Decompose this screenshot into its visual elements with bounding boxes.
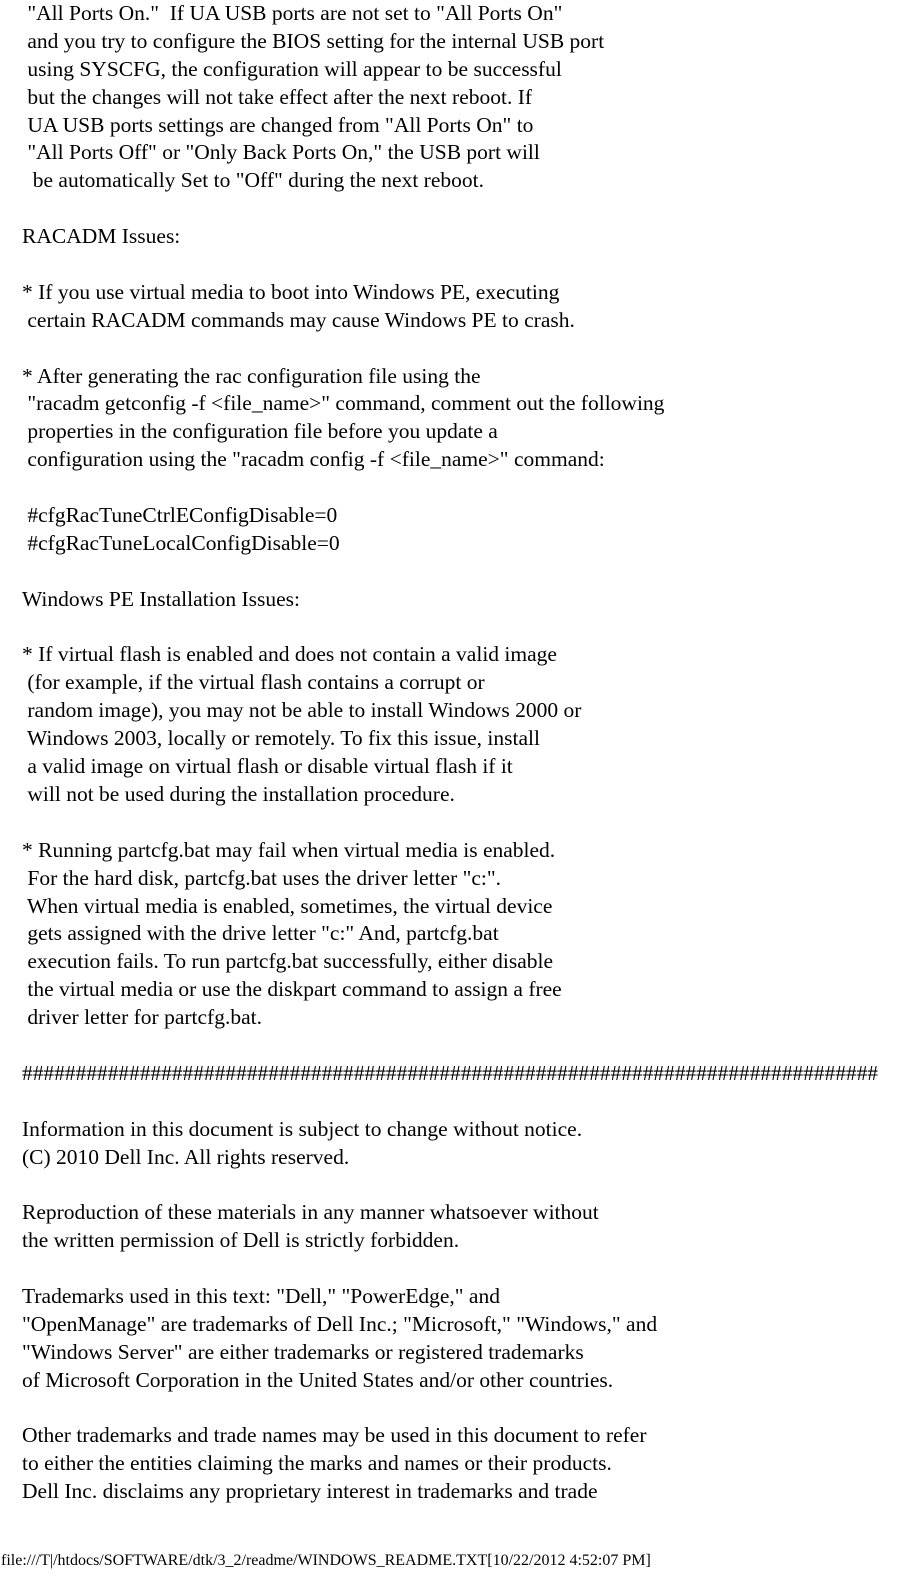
text-line: driver letter for partcfg.bat.: [22, 1005, 262, 1030]
text-line: "OpenManage" are trademarks of Dell Inc.; "Microsoft," "Windows," and: [22, 1311, 658, 1336]
text-line: the written permission of Dell is strictly forbidden.: [22, 1228, 460, 1253]
text-line: #cfgRacTuneLocalConfigDisable=0: [22, 530, 340, 555]
blank-line: [22, 1088, 897, 1116]
text-line: (C) 2010 Dell Inc. All rights reserved.: [22, 1144, 350, 1169]
text-line: to either the entities claiming the marks and names or their products.: [22, 1451, 612, 1476]
text-line: When virtual media is enabled, sometimes, the virtual device: [22, 893, 553, 918]
text-line: (for example, if the virtual flash contains a corrupt or: [22, 670, 485, 695]
text-line: the virtual media or use the diskpart command to assign a free: [22, 977, 562, 1002]
text-line: configuration using the "racadm config -f <file_name>" command:: [22, 447, 605, 472]
text-line: using SYSCFG, the configuration will appear to be successful: [22, 56, 562, 81]
text-line: certain RACADM commands may cause Windows PE to crash.: [22, 307, 575, 332]
text-line: Reproduction of these materials in any manner whatsoever without: [22, 1200, 599, 1225]
text-line: be automatically Set to "Off" during the next reboot.: [22, 168, 484, 193]
text-line: Trademarks used in this text: "Dell," "PowerEdge," and: [22, 1283, 500, 1308]
blank-line: [22, 1395, 897, 1423]
text-line: Other trademarks and trade names may be used in this document to refer: [22, 1423, 647, 1448]
text-line: Information in this document is subject to change without notice.: [22, 1116, 583, 1141]
blank-line: [22, 195, 897, 223]
text-line: "All Ports Off" or "Only Back Ports On," the USB port will: [22, 140, 540, 165]
text-line: "racadm getconfig -f <file_name>" command, comment out the following: [22, 391, 665, 416]
blank-line: [22, 809, 897, 837]
text-line: but the changes will not take effect after the next reboot. If: [22, 84, 533, 109]
blank-line: [22, 474, 897, 502]
text-line: properties in the configuration file before you update a: [22, 419, 498, 444]
blank-line: [22, 251, 897, 279]
text-line: Windows 2003, locally or remotely. To fix this issue, install: [22, 726, 540, 751]
blank-line: [22, 335, 897, 363]
text-line: UA USB ports settings are changed from "All Ports On" to: [22, 112, 534, 137]
blank-line: [22, 1171, 897, 1199]
readme-text-body: [22, 0, 897, 1506]
text-line: #cfgRacTuneCtrlEConfigDisable=0: [22, 503, 338, 528]
text-line: random image), you may not be able to install Windows 2000 or: [22, 698, 582, 723]
section-heading: Windows PE Installation Issues:: [22, 586, 301, 611]
text-line: * Running partcfg.bat may fail when virtual media is enabled.: [22, 837, 556, 862]
text-line: For the hard disk, partcfg.bat uses the driver letter "c:".: [22, 865, 502, 890]
text-line: * If virtual flash is enabled and does not contain a valid image: [22, 642, 557, 667]
text-line: of Microsoft Corporation in the United States and/or other countries.: [22, 1367, 614, 1392]
text-line: and you try to configure the BIOS setting for the internal USB port: [22, 28, 605, 53]
print-footer-url: file:///T|/htdocs/SOFTWARE/dtk/3_2/readme/WINDOWS_README.TXT[10/22/2012 4:52:07 PM]: [1, 1552, 651, 1569]
text-line: will not be used during the installation procedure.: [22, 781, 455, 806]
blank-line: [22, 558, 897, 586]
text-line: * If you use virtual media to boot into Windows PE, executing: [22, 279, 560, 304]
text-line: "All Ports On." If UA USB ports are not set to "All Ports On": [22, 1, 563, 25]
blank-line: [22, 1255, 897, 1283]
blank-line: [22, 614, 897, 642]
text-line: * After generating the rac configuration file using the: [22, 363, 481, 388]
section-divider: ################################################################################: [22, 1060, 879, 1085]
section-heading: RACADM Issues:: [22, 224, 181, 249]
text-line: a valid image on virtual flash or disable virtual flash if it: [22, 754, 513, 779]
blank-line: [22, 1032, 897, 1060]
text-line: "Windows Server" are either trademarks or registered trademarks: [22, 1339, 584, 1364]
text-line: gets assigned with the drive letter "c:" And, partcfg.bat: [22, 921, 499, 946]
text-line: execution fails. To run partcfg.bat successfully, either disable: [22, 949, 554, 974]
text-line: Dell Inc. disclaims any proprietary interest in trademarks and trade: [22, 1479, 598, 1504]
